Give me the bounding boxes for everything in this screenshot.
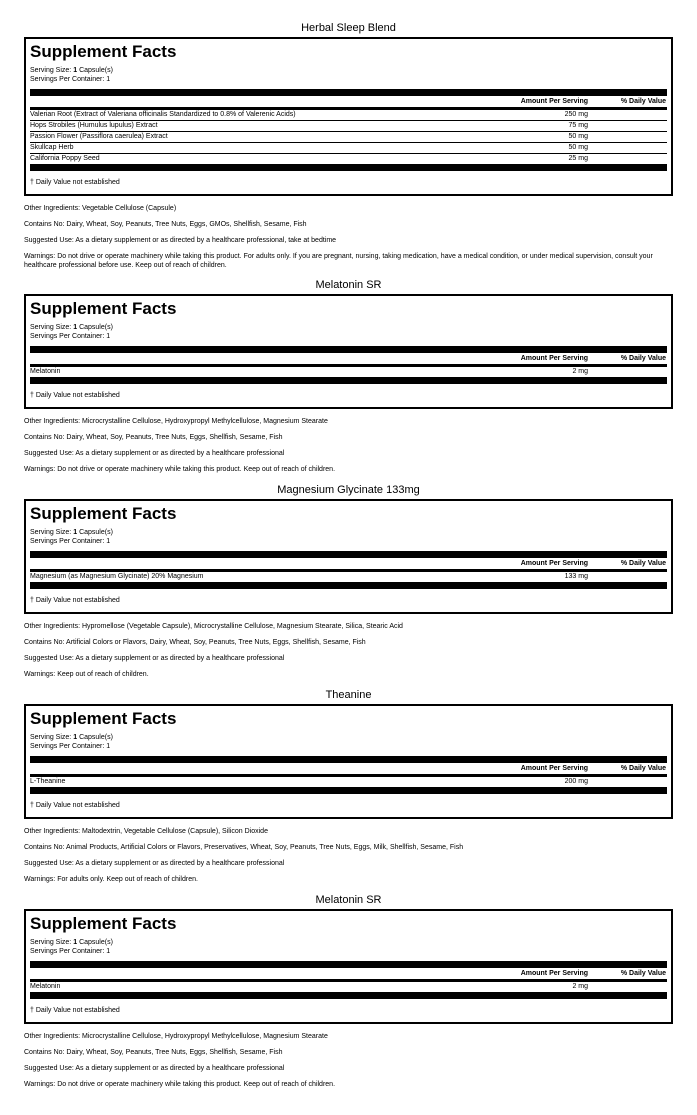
serving-size-qty: 1 xyxy=(73,324,78,331)
ingredient-row xyxy=(30,982,667,992)
ingredient-row xyxy=(30,777,667,787)
column-header xyxy=(30,353,667,364)
divider-thick xyxy=(30,961,667,968)
servings-per-container: Servings Per Container: 1 xyxy=(30,76,111,83)
amount-per-serving-header: Amount Per Serving xyxy=(520,970,588,977)
suggested-use: Suggested Use: As a dietary supplement or as directed by a healthcare professional xyxy=(24,450,285,457)
facts-heading: Supplement Facts xyxy=(30,42,177,61)
divider-thick xyxy=(30,551,667,558)
contains-no: Contains No: Dairy, Wheat, Soy, Peanuts, Tree Nuts, Eggs, GMOs, Shellfish, Sesame, Fish xyxy=(24,221,307,228)
column-header xyxy=(30,558,667,569)
divider-thick xyxy=(30,756,667,763)
serving-size-qty: 1 xyxy=(73,734,78,741)
column-header xyxy=(30,96,667,107)
divider-thick-bottom xyxy=(30,992,667,999)
ingredient-amount: 200 mg xyxy=(564,778,588,785)
product-title: Theanine xyxy=(325,689,372,701)
contains-no: Contains No: Dairy, Wheat, Soy, Peanuts, Tree Nuts, Eggs, Shellfish, Sesame, Fish xyxy=(24,434,283,441)
servings-per-container: Servings Per Container: 1 xyxy=(30,333,111,340)
contains-no: Contains No: Artificial Colors or Flavors, Dairy, Wheat, Soy, Peanuts, Tree Nuts, Eggs, Shellfish, Sesame, Fish xyxy=(24,639,366,646)
divider-thick xyxy=(30,346,667,353)
other-ingredients: Other Ingredients: Microcrystalline Cellulose, Hydroxypropyl Methylcellulose, Magnesium Stearate xyxy=(24,418,328,425)
warnings: Warnings: Keep out of reach of children. xyxy=(24,671,149,678)
daily-value-header: % Daily Value xyxy=(620,560,666,567)
ingredient-amount: 50 mg xyxy=(568,144,588,151)
supplement-facts-panel xyxy=(24,704,673,819)
amount-per-serving-header: Amount Per Serving xyxy=(520,98,588,105)
serving-size-unit: Capsule(s) xyxy=(79,734,113,741)
serving-size xyxy=(30,323,667,332)
servings-per-container: Servings Per Container: 1 xyxy=(30,743,111,750)
serving-size-unit: Capsule(s) xyxy=(79,67,113,74)
serving-size-unit: Capsule(s) xyxy=(79,324,113,331)
ingredient-list xyxy=(30,982,667,992)
ingredient-name: Melatonin xyxy=(30,368,61,375)
ingredient-amount: 75 mg xyxy=(568,122,588,129)
product-title: Herbal Sleep Blend xyxy=(301,22,396,34)
warnings: Warnings: Do not drive or operate machinery while taking this product. Keep out of reach of children. xyxy=(24,1081,336,1088)
daily-value-footnote: † Daily Value not established xyxy=(30,392,120,399)
ingredient-name: Valerian Root (Extract of Valeriana officinalis Standardized to 0.8% of Valerenic Acids) xyxy=(30,111,296,118)
warnings: Warnings: Do not drive or operate machinery while taking this product. Keep out of reach of children. xyxy=(24,466,336,473)
suggested-use: Suggested Use: As a dietary supplement or as directed by a healthcare professional xyxy=(24,1065,285,1072)
ingredient-name: Magnesium (as Magnesium Glycinate) 20% Magnesium xyxy=(30,573,204,580)
column-header xyxy=(30,968,667,979)
supplement-facts-panel xyxy=(24,294,673,409)
contains-no: Contains No: Dairy, Wheat, Soy, Peanuts, Tree Nuts, Eggs, Shellfish, Sesame, Fish xyxy=(24,1049,283,1056)
suggested-use: Suggested Use: As a dietary supplement or as directed by a healthcare professional xyxy=(24,655,285,662)
serving-size-prefix: Serving Size: xyxy=(30,529,72,536)
facts-heading: Supplement Facts xyxy=(30,504,177,523)
divider-thick-bottom xyxy=(30,377,667,384)
serving-size-unit: Capsule(s) xyxy=(79,939,113,946)
ingredient-amount: 250 mg xyxy=(564,111,588,118)
ingredient-list xyxy=(30,110,667,164)
suggested-use: Suggested Use: As a dietary supplement or as directed by a healthcare professional, take at bedtime xyxy=(24,237,337,244)
daily-value-header: % Daily Value xyxy=(620,98,666,105)
serving-size-prefix: Serving Size: xyxy=(30,67,72,74)
other-ingredients: Other Ingredients: Vegetable Cellulose (Capsule) xyxy=(24,205,177,212)
ingredient-name: Melatonin xyxy=(30,983,61,990)
daily-value-footnote: † Daily Value not established xyxy=(30,802,120,809)
ingredient-name: Passion Flower (Passiflora caerulea) Extract xyxy=(30,133,168,140)
serving-size-qty: 1 xyxy=(73,939,78,946)
servings-per-container: Servings Per Container: 1 xyxy=(30,948,111,955)
ingredient-name: California Poppy Seed xyxy=(30,155,100,162)
supplement-facts-panel xyxy=(24,499,673,614)
contains-no: Contains No: Animal Products, Artificial Colors or Flavors, Preservatives, Wheat, Soy, Peanuts, Tree Nuts, Eggs, Milk, Shellfish, Sesame, Fish xyxy=(24,844,464,851)
facts-heading: Supplement Facts xyxy=(30,299,177,318)
serving-size-prefix: Serving Size: xyxy=(30,324,72,331)
ingredient-name: Hops Strobiles (Humulus lupulus) Extract xyxy=(30,122,158,129)
warnings: Warnings: For adults only. Keep out of reach of children. xyxy=(24,876,198,883)
other-ingredients: Other Ingredients: Hypromellose (Vegetable Capsule), Microcrystalline Cellulose, Magnesium Stearate, Silica, Stearic Acid xyxy=(24,623,403,630)
serving-size xyxy=(30,938,667,947)
ingredient-name: L-Theanine xyxy=(30,778,66,785)
divider-thick-bottom xyxy=(30,164,667,171)
divider-thick xyxy=(30,89,667,96)
amount-per-serving-header: Amount Per Serving xyxy=(520,560,588,567)
other-ingredients: Other Ingredients: Microcrystalline Cellulose, Hydroxypropyl Methylcellulose, Magnesium Stearate xyxy=(24,1033,328,1040)
ingredient-list xyxy=(30,777,667,787)
supplement-facts-panel xyxy=(24,37,673,196)
ingredient-row xyxy=(30,367,667,377)
daily-value-header: % Daily Value xyxy=(620,765,666,772)
daily-value-footnote: † Daily Value not established xyxy=(30,1007,120,1014)
ingredient-amount: 133 mg xyxy=(564,573,588,580)
ingredient-row xyxy=(30,572,667,582)
servings-per-container: Servings Per Container: 1 xyxy=(30,538,111,545)
product-title: Magnesium Glycinate 133mg xyxy=(277,484,420,496)
suggested-use: Suggested Use: As a dietary supplement or as directed by a healthcare professional xyxy=(24,860,285,867)
serving-size-qty: 1 xyxy=(73,67,78,74)
product-title: Melatonin SR xyxy=(315,894,382,906)
other-ingredients: Other Ingredients: Maltodextrin, Vegetable Cellulose (Capsule), Silicon Dioxide xyxy=(24,828,268,835)
ingredient-row xyxy=(30,132,667,143)
amount-per-serving-header: Amount Per Serving xyxy=(520,355,588,362)
serving-size xyxy=(30,528,667,537)
ingredient-amount: 2 mg xyxy=(572,368,588,375)
divider-thick-bottom xyxy=(30,582,667,589)
ingredient-row xyxy=(30,121,667,132)
facts-heading: Supplement Facts xyxy=(30,709,177,728)
ingredient-amount: 25 mg xyxy=(568,155,588,162)
ingredient-list xyxy=(30,572,667,582)
daily-value-header: % Daily Value xyxy=(620,355,666,362)
product-title: Melatonin SR xyxy=(315,279,382,291)
ingredient-row xyxy=(30,143,667,154)
serving-size-prefix: Serving Size: xyxy=(30,939,72,946)
facts-heading: Supplement Facts xyxy=(30,914,177,933)
daily-value-footnote: † Daily Value not established xyxy=(30,179,120,186)
ingredient-amount: 50 mg xyxy=(568,133,588,140)
serving-size-qty: 1 xyxy=(73,529,78,536)
amount-per-serving-header: Amount Per Serving xyxy=(520,765,588,772)
ingredient-amount: 2 mg xyxy=(572,983,588,990)
ingredient-name: Skullcap Herb xyxy=(30,144,74,151)
serving-size xyxy=(30,66,667,75)
ingredient-row xyxy=(30,154,667,164)
daily-value-header: % Daily Value xyxy=(620,970,666,977)
column-header xyxy=(30,763,667,774)
divider-thick-bottom xyxy=(30,787,667,794)
serving-size xyxy=(30,733,667,742)
warnings: Warnings: Do not drive or operate machinery while taking this product. For adults only. If you are pregnant, nursing, taking medication, have a medical condition, or under medical supervision, consult your healthcare professional before use. Keep out of reach of children. xyxy=(24,253,653,269)
ingredient-row xyxy=(30,110,667,121)
daily-value-footnote: † Daily Value not established xyxy=(30,597,120,604)
supplement-facts-panel xyxy=(24,909,673,1024)
serving-size-prefix: Serving Size: xyxy=(30,734,72,741)
ingredient-list xyxy=(30,367,667,377)
serving-size-unit: Capsule(s) xyxy=(79,529,113,536)
